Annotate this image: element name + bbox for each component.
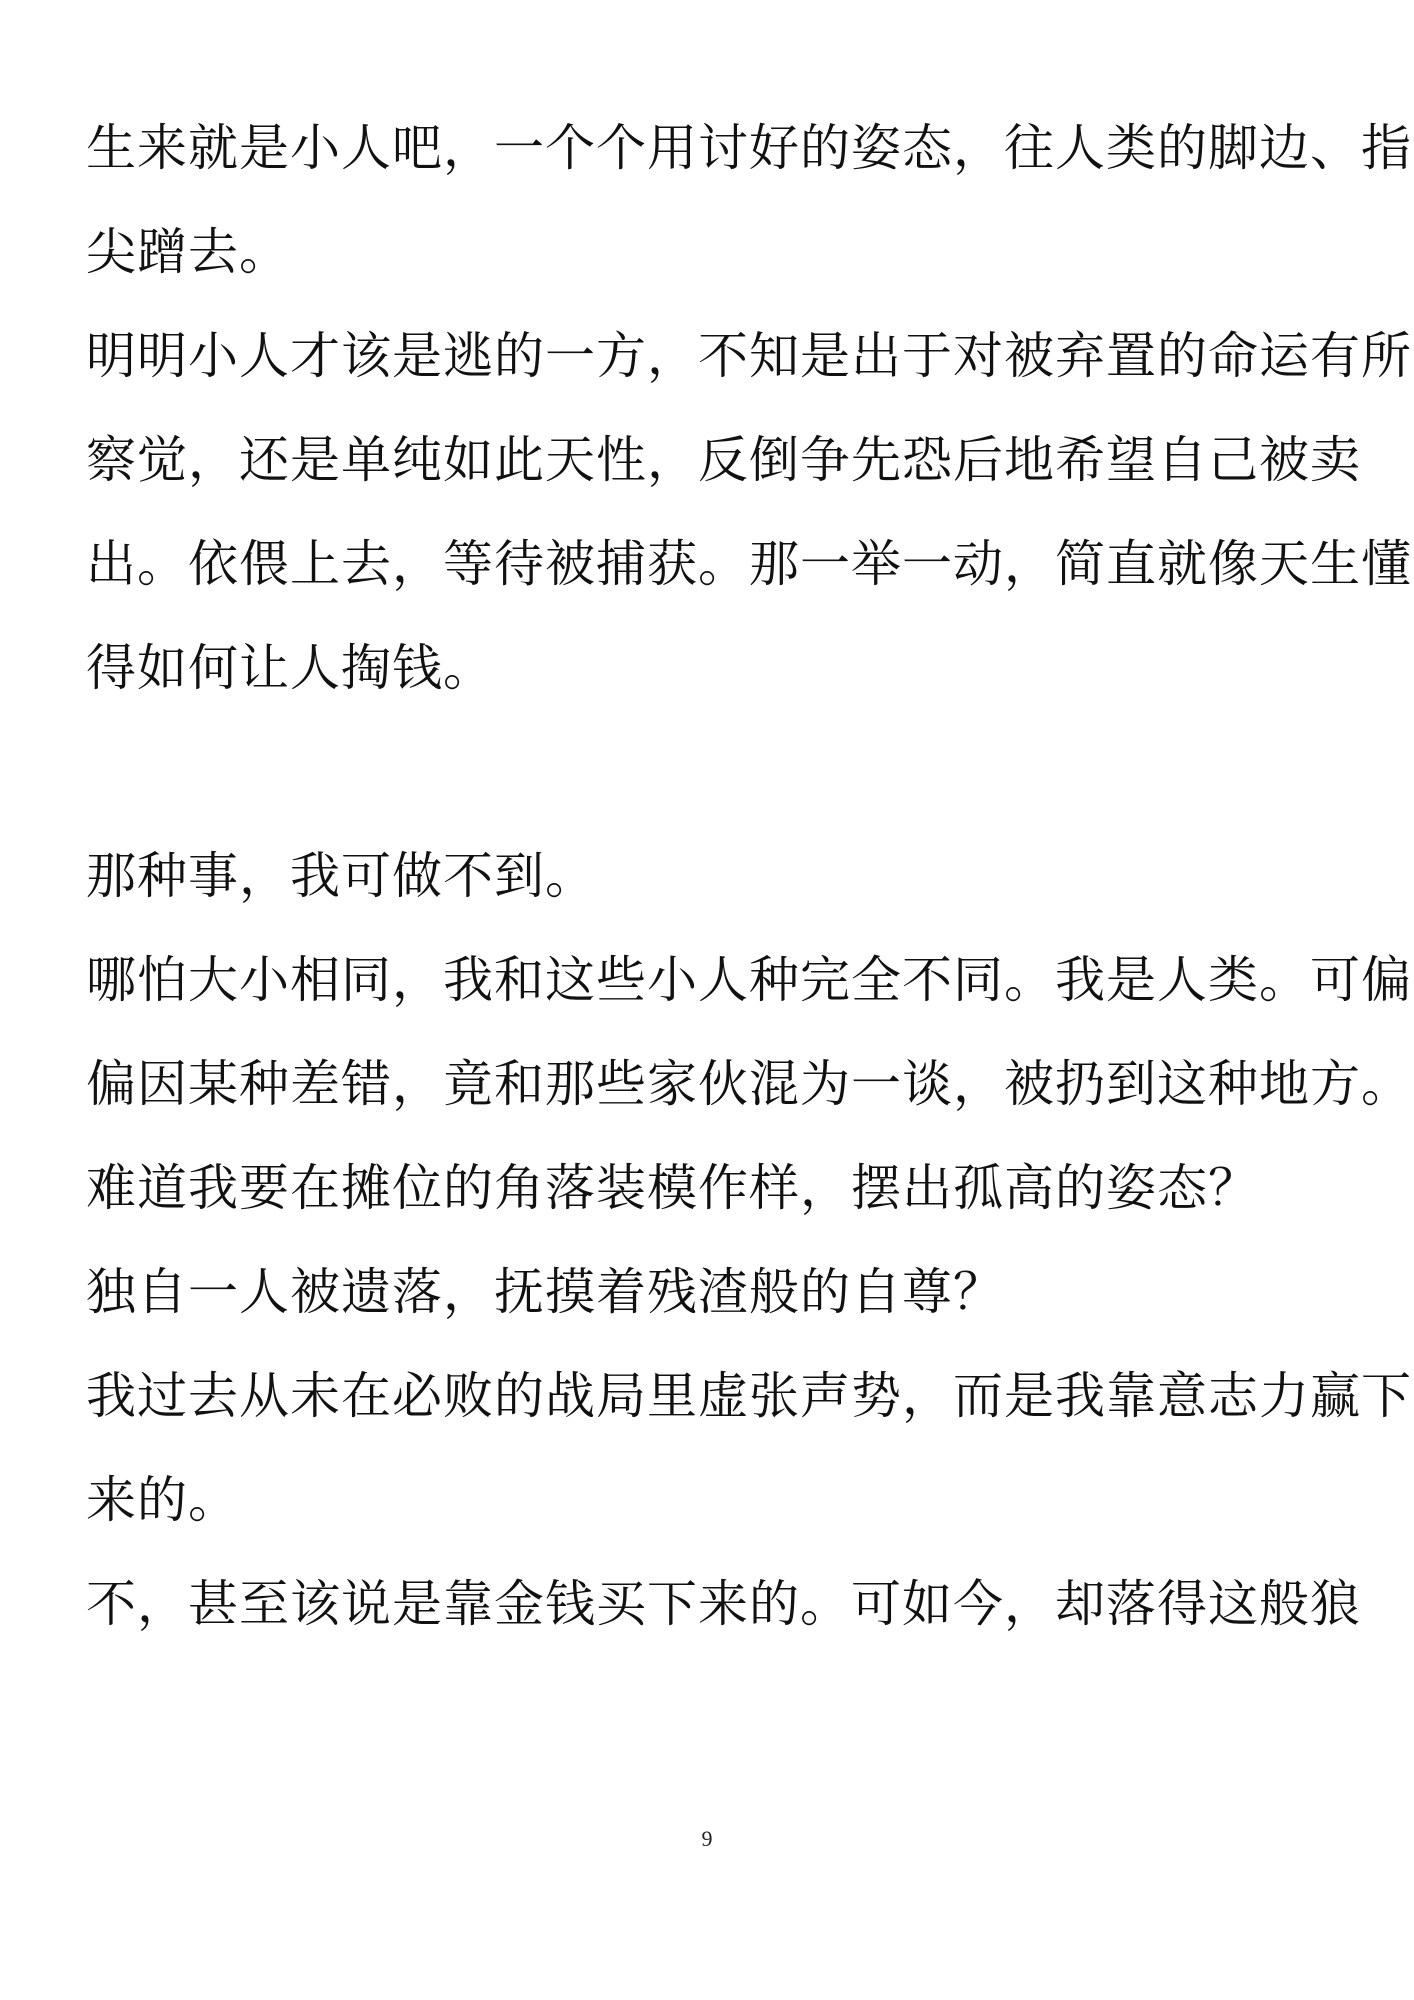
text-line: 偏因某种差错，竟和那些家伙混为一谈，被扔到这种地方。	[86, 1055, 1412, 1113]
text-line: 哪怕大小相同，我和这些小人种完全不同。我是人类。可偏	[86, 951, 1412, 1009]
text-line: 察觉，还是单纯如此天性，反倒争先恐后地希望自己被卖	[86, 431, 1361, 489]
section-break	[86, 720, 1336, 824]
paragraph	[86, 1344, 1412, 1552]
document-body	[86, 96, 1412, 1656]
text-line: 那种事，我可做不到。	[86, 847, 596, 905]
text-line: 生来就是小人吧，一个个用讨好的姿态，往人类的脚边、指	[86, 119, 1412, 177]
paragraph	[86, 1136, 1336, 1240]
text-line: 我过去从未在必败的战局里虚张声势，而是我靠意志力赢下	[86, 1367, 1412, 1425]
paragraph	[86, 1240, 1336, 1344]
page-number: 9	[701, 1826, 713, 1851]
paragraph	[86, 304, 1412, 720]
paragraph	[86, 1552, 1361, 1656]
text-line: 不，甚至该说是靠金钱买下来的。可如今，却落得这般狼	[86, 1575, 1361, 1633]
text-line: 来的。	[86, 1471, 239, 1529]
text-line: 尖蹭去。	[86, 223, 290, 281]
text-line: 明明小人才该是逃的一方，不知是出于对被弃置的命运有所	[86, 327, 1412, 385]
paragraph	[86, 824, 1336, 928]
paragraph	[86, 96, 1412, 304]
text-line: 独自一人被遗落，抚摸着残渣般的自尊？	[86, 1263, 1004, 1321]
text-line: 出。依偎上去，等待被捕获。那一举一动，简直就像天生懂	[86, 535, 1412, 593]
text-line: 得如何让人掏钱。	[86, 639, 494, 697]
paragraph	[86, 928, 1412, 1136]
text-line: 难道我要在摊位的角落装模作样，摆出孤高的姿态？	[86, 1159, 1259, 1217]
